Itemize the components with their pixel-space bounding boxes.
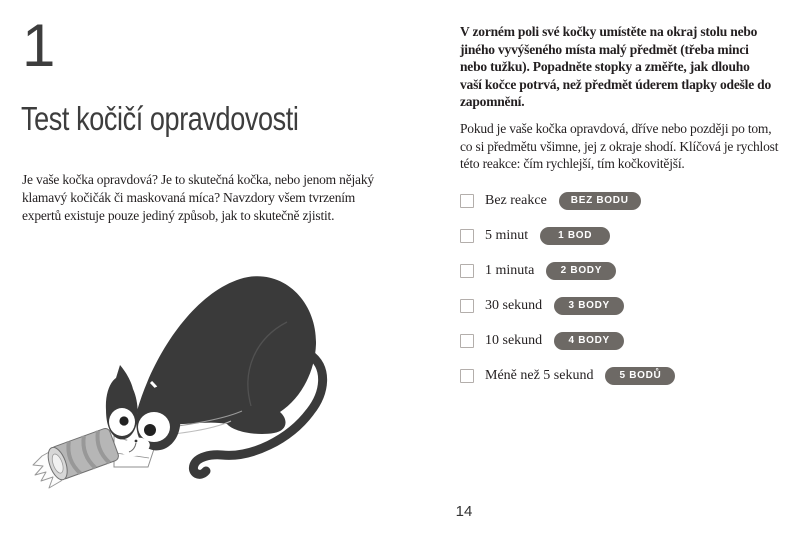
cat-nose-icon: [135, 440, 138, 443]
paper-roll-icon: [44, 427, 120, 482]
score-badge: 2 BODY: [546, 262, 616, 280]
checklist-label: Méně než 5 sekund: [485, 368, 594, 383]
score-badge: 4 BODY: [554, 332, 624, 350]
checklist-label: 1 minuta: [485, 263, 535, 278]
checklist-row: [460, 332, 790, 350]
checklist-row: [460, 262, 790, 280]
instructions-detail: Pokud je vaše kočka opravdová, dříve nebo později po tom, co si předmětu všimne, jej z okraje shodí. Klíčová je rychlost této reakce: čím rychlejší, tím kočkovitější.: [460, 121, 779, 171]
checkbox[interactable]: [460, 299, 474, 313]
checklist-row: [460, 227, 790, 245]
score-badge: 1 BOD: [540, 227, 610, 245]
score-badge: 3 BODY: [554, 297, 624, 315]
checklist-row: [460, 367, 790, 385]
cat-illustration: [30, 260, 390, 508]
page-number: 14: [455, 503, 473, 520]
cat-left-pupil: [119, 416, 128, 425]
checkbox[interactable]: [460, 334, 474, 348]
score-badge: 5 BODŮ: [605, 367, 675, 385]
checkbox[interactable]: [460, 194, 474, 208]
score-badge: BEZ BODU: [559, 192, 641, 210]
intro-paragraph: Je vaše kočka opravdová? Je to skutečná kočka, nebo jenom nějaký klamavý kočičák či maskovaná míca? Navzdory všem tvrzením expertů existuje pouze jediný způsob, jak to skutečně zjistit.: [22, 172, 374, 223]
instructions-bold: V zorném poli své kočky umístěte na okraj stolu nebo jiného vyvýšeného místa malý předmět (třeba minci nebo tužku). Popadněte stopky a změřte, jak dlouho vaší kočce potrvá, než předmět úderem tlapky odešle do zapomnění.: [460, 24, 772, 109]
cat-right-pupil: [144, 424, 156, 436]
page-title: Test kočičí opravdovosti: [21, 100, 299, 137]
checklist-label: 5 minut: [485, 228, 529, 243]
checkbox[interactable]: [460, 369, 474, 383]
checkbox[interactable]: [460, 264, 474, 278]
checklist-row: [460, 297, 790, 315]
checklist-label: Bez reakce: [485, 193, 547, 208]
checklist-label: 30 sekund: [485, 298, 543, 313]
checkbox[interactable]: [460, 229, 474, 243]
score-checklist: [460, 192, 790, 402]
checklist-row: [460, 192, 790, 210]
chapter-number: 1: [22, 12, 56, 79]
checklist-label: 10 sekund: [485, 333, 543, 348]
